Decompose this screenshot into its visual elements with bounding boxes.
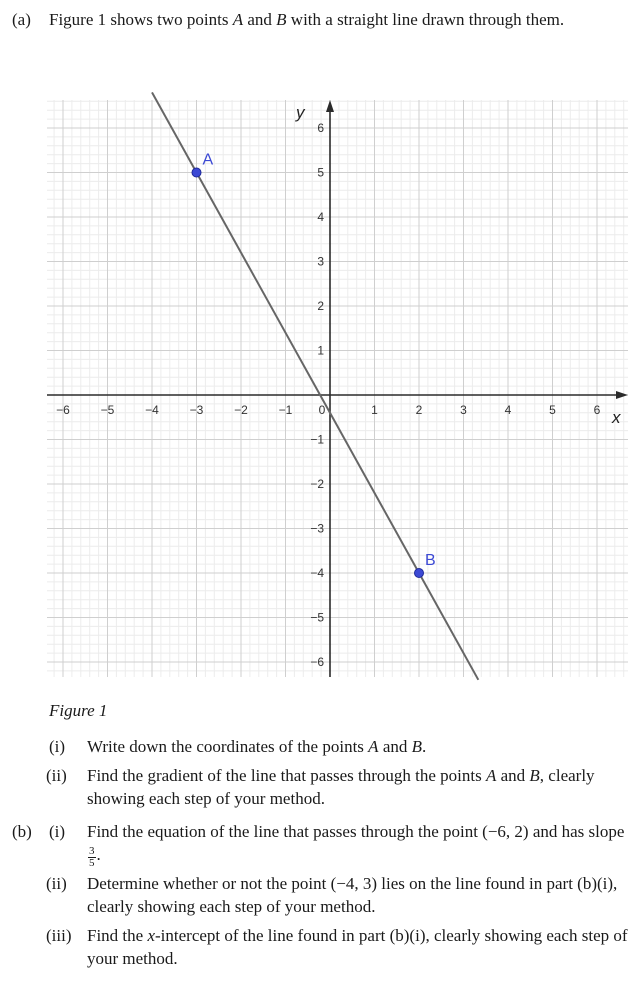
- b-ii-label: (ii): [46, 874, 67, 893]
- b-iii-label: (iii): [46, 926, 72, 945]
- a-i-text: Write down the coordinates of the points A and B.: [87, 737, 427, 756]
- b-i-text: Find the equation of the line that passes through the point (−6, 2) and has slope $\frac{3}{5}$ .: [87, 822, 625, 870]
- x-tick-label: −5: [100, 403, 115, 417]
- a-i-label: (i): [49, 737, 66, 756]
- figure-caption: Figure 1: [49, 701, 108, 720]
- point-a: [192, 168, 201, 177]
- a-ii-text: Find the gradient of the line that passes through the points A and B, clearly showing each step of your method.: [87, 766, 595, 808]
- x-tick-label: 3: [460, 403, 467, 417]
- x-tick-label: −4: [145, 403, 159, 417]
- x-tick-label: −6: [56, 403, 70, 417]
- x-axis-arrow: [616, 391, 628, 399]
- y-axis-label: y: [296, 103, 305, 122]
- y-tick-label: −6: [310, 655, 324, 669]
- slope-fraction: $\frac{3}{5}$: [89, 845, 95, 870]
- y-tick-label: −1: [310, 432, 324, 447]
- x-tick-label: 2: [415, 403, 423, 417]
- part-b-label: (b): [12, 822, 32, 841]
- b-i-label: (i): [49, 822, 66, 841]
- x-axis-label: x: [612, 408, 621, 427]
- figure-1-graph: [0, 92, 640, 682]
- y-tick-label: 1: [317, 343, 324, 358]
- part-a-label: (a): [12, 10, 31, 29]
- y-tick-label: 3: [317, 254, 324, 269]
- y-axis-arrow: [326, 100, 334, 112]
- b-iii-text: Find the x-intercept of the line found in part (b)(i), clearly showing each step of your method.: [87, 926, 628, 968]
- y-tick-label: 6: [317, 121, 324, 135]
- y-tick-label: −3: [310, 521, 324, 536]
- x-tick-label: −1: [278, 403, 293, 417]
- part-a-intro: Figure 1 shows two points A and B with a straight line drawn through them.: [49, 10, 565, 29]
- x-tick-label: −2: [234, 403, 248, 417]
- x-tick-label: 5: [549, 403, 556, 417]
- point-b: [415, 569, 424, 578]
- y-tick-label: 2: [317, 299, 324, 313]
- x-tick-label: 6: [593, 403, 601, 417]
- x-tick-label: 4: [504, 403, 512, 417]
- point-a-label: A: [202, 151, 214, 169]
- y-tick-label: 5: [317, 165, 324, 180]
- y-tick-label: −4: [310, 566, 324, 580]
- x-tick-label: 0: [318, 403, 326, 417]
- point-b-label: B: [425, 552, 436, 569]
- b-ii-text: Determine whether or not the point (−4, 3) lies on the line found in part (b)(i), clearly showing each step of your method.: [87, 874, 618, 916]
- y-tick-label: −5: [310, 610, 324, 625]
- y-tick-label: −2: [310, 477, 324, 491]
- x-tick-label: 1: [371, 403, 378, 417]
- a-ii-label: (ii): [46, 766, 67, 785]
- x-tick-label: −3: [189, 403, 204, 417]
- y-tick-label: 4: [317, 210, 324, 224]
